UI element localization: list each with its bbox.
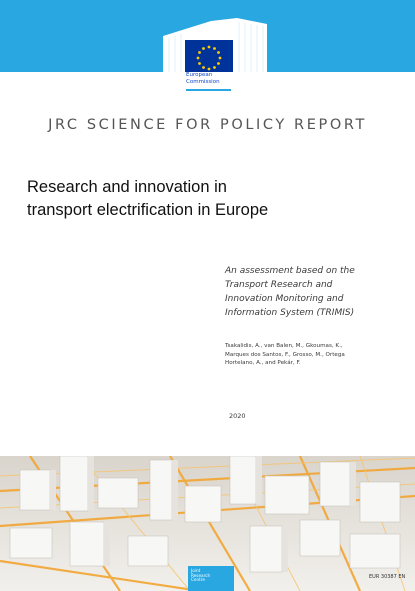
subtitle-line: Transport Research and [225, 280, 333, 290]
subtitle-line: An assessment based on the [225, 266, 355, 276]
logo-underline [186, 89, 231, 91]
authors-line: Tsakalidis, A., van Balen, M., Gkoumas, K., [225, 343, 343, 349]
jrc-line: Centre [191, 577, 206, 583]
authors-list [225, 342, 385, 368]
authors-line: Marques dos Santos, F., Grosso, M., Ortega [225, 351, 345, 358]
subtitle-line: Innovation Monitoring and [225, 294, 344, 304]
subtitle-line: Information System (TRIMIS) [225, 308, 355, 318]
eu-flag-icon [185, 40, 233, 72]
logo-line-commission: Commission [186, 79, 220, 85]
report-title [27, 176, 367, 222]
logo-wordmark [186, 72, 220, 86]
report-number: EUR 30387 EN [369, 574, 406, 580]
logo-line-european: European [186, 72, 213, 78]
title-line: Research and innovation in [27, 178, 227, 196]
authors-line: Hortelano, A., and Pekár, F. [225, 360, 301, 366]
jrc-line: Joint [191, 568, 201, 573]
jrc-logo-badge [188, 566, 234, 591]
jrc-line: Research [191, 572, 211, 578]
report-series-label: JRC SCIENCE FOR POLICY REPORT [48, 117, 367, 133]
report-subtitle [225, 264, 385, 320]
publication-year: 2020 [229, 412, 246, 420]
title-line: transport electrification in Europe [27, 201, 269, 219]
